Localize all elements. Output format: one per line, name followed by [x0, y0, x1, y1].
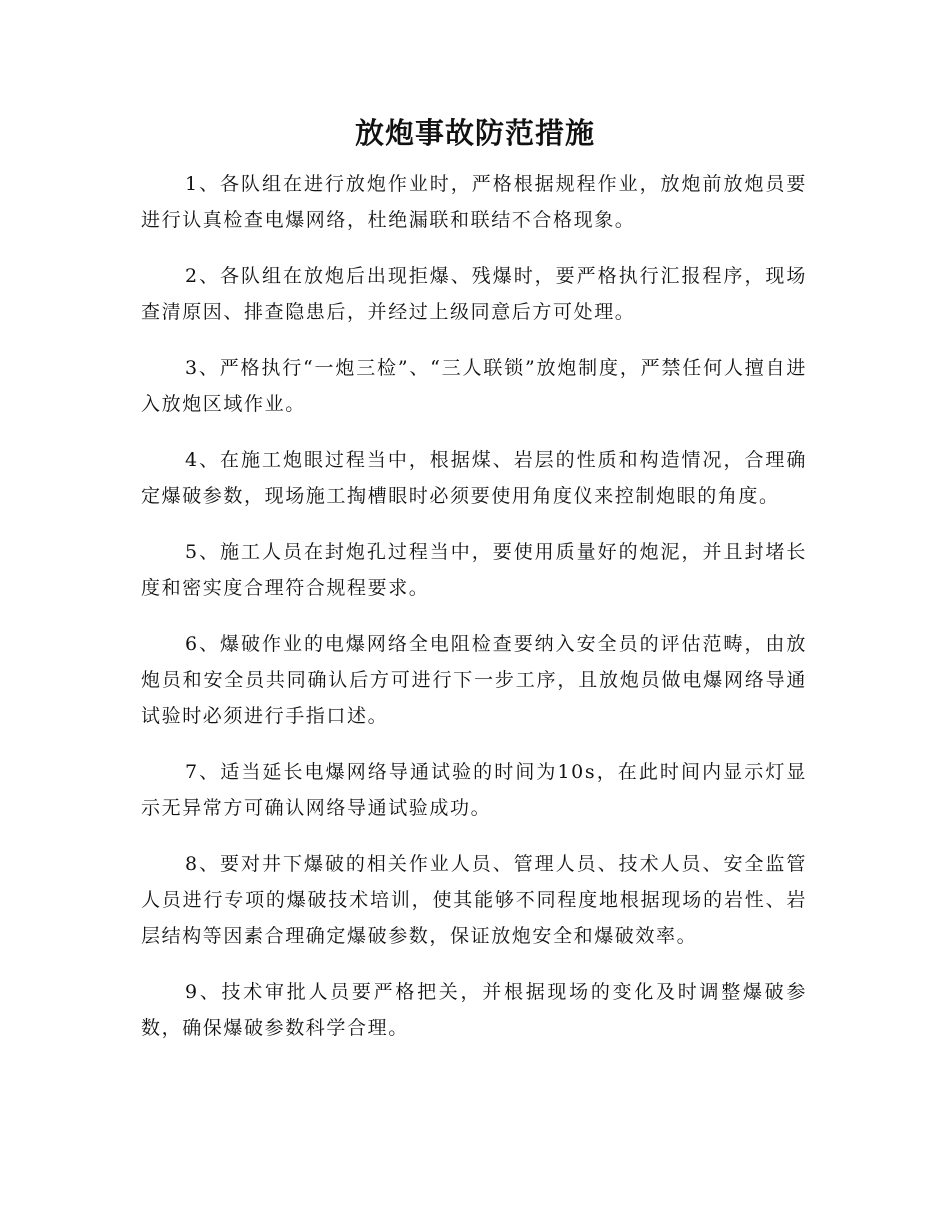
paragraph-4: 4、在施工炮眼过程当中，根据煤、岩层的性质和构造情况，合理确定爆破参数，现场施工掏槽眼时必须要使用角度仪来控制炮眼的角度。	[141, 449, 807, 507]
document-body	[141, 166, 807, 1066]
paragraph-2: 2、各队组在放炮后出现拒爆、残爆时，要严格执行汇报程序，现场查清原因、排查隐患后，并经过上级同意后方可处理。	[141, 265, 807, 323]
paragraph-7: 7、适当延长电爆网络导通试验的时间为10s，在此时间内显示灯显示无异常方可确认网络导通试验成功。	[141, 761, 807, 819]
paragraph-1: 1、各队组在进行放炮作业时，严格根据规程作业，放炮前放炮员要进行认真检查电爆网络，杜绝漏联和联结不合格现象。	[141, 173, 807, 231]
paragraph-8: 8、要对井下爆破的相关作业人员、管理人员、技术人员、安全监管人员进行专项的爆破技术培训，使其能够不同程度地根据现场的岩性、岩层结构等因素合理确定爆破参数，保证放炮安全和爆破效率。	[141, 853, 807, 947]
paragraph-6: 6、爆破作业的电爆网络全电阻检查要纳入安全员的评估范畴，由放炮员和安全员共同确认后方可进行下一步工序，且放炮员做电爆网络导通试验时必须进行手指口述。	[141, 633, 807, 727]
document-title: 放炮事故防范措施	[354, 116, 595, 150]
paragraph-3: 3、严格执行“一炮三检”、“三人联锁”放炮制度，严禁任何人擅自进入放炮区域作业。	[141, 357, 807, 415]
paragraph-5: 5、施工人员在封炮孔过程当中，要使用质量好的炮泥，并且封堵长度和密实度合理符合规程要求。	[141, 541, 807, 599]
paragraph-9: 9、技术审批人员要严格把关，并根据现场的变化及时调整爆破参数，确保爆破参数科学合理。	[141, 981, 807, 1039]
